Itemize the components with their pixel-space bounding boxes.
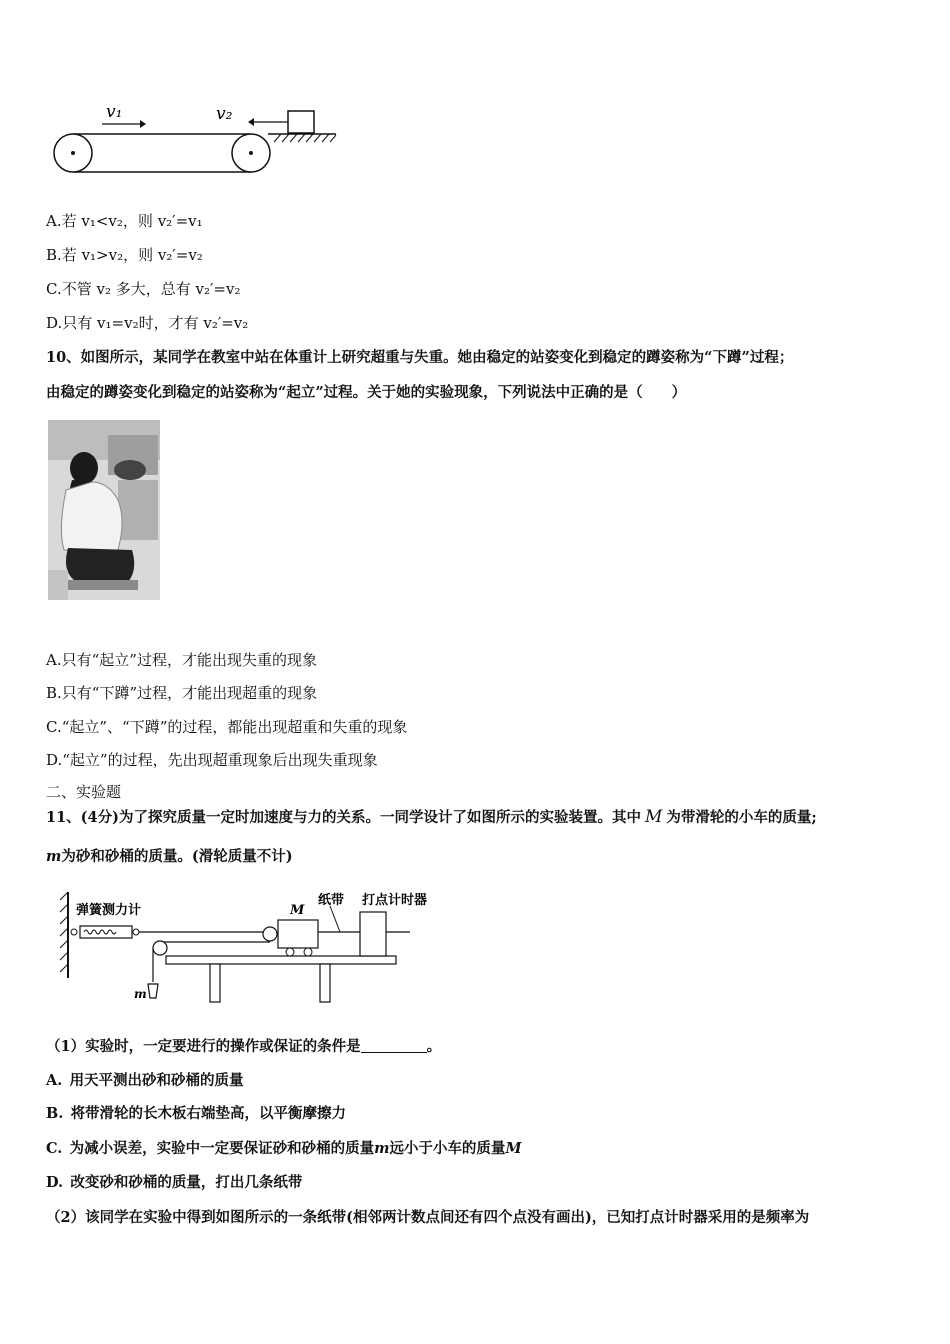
q11-stem-line1: 11、(4分)为了探究质量一定时加速度与力的关系。一同学设计了如图所示的实验装置。其中 M 为带滑轮的小车的质量; [46, 807, 817, 827]
block [288, 111, 314, 133]
v1-label: v₁ [106, 102, 123, 122]
board-pulley [153, 941, 167, 955]
q11-option-c: C. 为减小误差，实验中一定要保证砂和砂桶的质量m远小于小车的质量M [46, 1140, 522, 1157]
section-title: 二、实验题 [46, 783, 122, 801]
q10-stem-line2: 由稳定的蹲姿变化到稳定的站姿称为“起立”过程。关于她的实验现象，下列说法中正确的是（ ） [46, 384, 687, 401]
spring-scale-label: 弹簧测力计 [76, 903, 142, 918]
timer-label: 打点计时器 [362, 893, 428, 908]
q10-option-d: D.“起立”的过程，先出现超重现象后出现失重现象 [46, 751, 378, 769]
q11-option-d: D. 改变砂和砂桶的质量，打出几条纸带 [46, 1174, 303, 1191]
q11-sub2: （2）该同学在实验中得到如图所示的一条纸带(相邻两计数点间还有四个点没有画出)，已知打点计时器采用的是频率为 [46, 1209, 810, 1226]
M-label: M [290, 903, 305, 918]
q11-option-b: B. 将带滑轮的长木板右端垫高，以平衡摩擦力 [46, 1105, 347, 1122]
tape-label: 纸带 [318, 893, 345, 908]
q9-option-d: D.只有 v₁=v₂时，才有 v₂′=v₂ [46, 314, 249, 332]
q9-option-b: B.若 v₁>v₂，则 v₂′=v₂ [46, 246, 203, 264]
q11-option-a: A. 用天平测出砂和砂桶的质量 [46, 1072, 244, 1089]
cart-M [278, 920, 318, 948]
q10-stem-line1: 10、如图所示，某同学在教室中站在体重计上研究超重与失重。她由稳定的站姿变化到稳定的蹲姿称为“下蹲”过程； [46, 349, 794, 366]
answer-blank[interactable] [361, 1038, 427, 1053]
student-scale-photo [48, 420, 160, 600]
q11-stem-line2: m为砂和砂桶的质量。(滑轮质量不计) [46, 848, 293, 865]
apparatus-figure [60, 886, 428, 1010]
q10-option-c: C.“起立”、“下蹲”的过程，都能出现超重和失重的现象 [46, 718, 408, 736]
conveyor-belt-figure [46, 98, 346, 180]
q10-option-a: A.只有“起立”过程，才能出现失重的现象 [46, 651, 317, 669]
long-board [166, 956, 396, 964]
q9-option-a: A.若 v₁<v₂，则 v₂′=v₁ [46, 212, 203, 230]
q11-sub1: （1）实验时，一定要进行的操作或保证的条件是 。 [46, 1038, 442, 1055]
q9-option-c: C.不管 v₂ 多大，总有 v₂′=v₂ [46, 280, 241, 298]
m-label: m [134, 987, 147, 1001]
timer [360, 912, 386, 956]
v2-label: v₂ [216, 104, 233, 124]
sand-bucket [148, 984, 158, 998]
q10-option-b: B.只有“下蹲”过程，才能出现超重的现象 [46, 684, 318, 702]
